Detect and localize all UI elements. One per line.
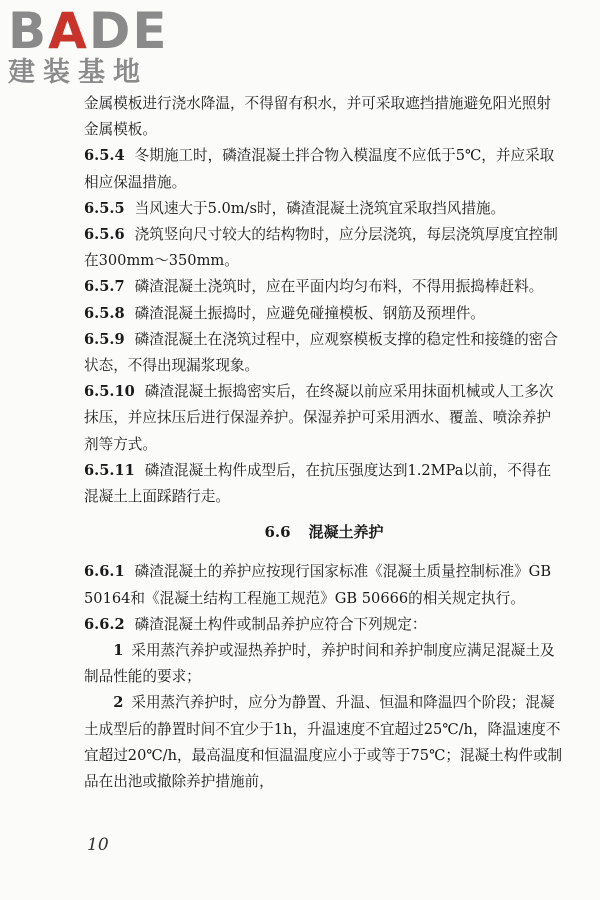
clause-text: 冬期施工时，磷渣混凝土拌合物入模温度不应低于5℃，并应采取相应保温措施。 [84, 147, 555, 191]
sub-item-text: 采用蒸汽养护时，应分为静置、升温、恒温和降温四个阶段；混凝土成型后的静置时间不宜少于1h，升温速度不宜超过25℃/h，降温速度不宜超过20℃/h，最高温度和恒温温度应小于或等于75℃；混凝土构件或制品在出池或撤除养护措施前， [84, 694, 563, 791]
sub-item-1 [84, 638, 564, 690]
logo-mark-suffix: DE [88, 2, 169, 60]
clause-number: 6.5.7 [84, 278, 125, 296]
clause-text: 磷渣混凝土在浇筑过程中，应观察模板支撑的稳定性和接缝的密合状态，不得出现漏浆现象。 [84, 330, 558, 375]
clause-6-5-10 [84, 379, 564, 458]
sub-item-number: 2 [113, 694, 124, 712]
clause-6-5-6 [84, 222, 564, 274]
clause-text: 磷渣混凝土构件或制品养护应符合下列规定： [134, 615, 427, 633]
clause-6-6-1 [84, 559, 564, 611]
clause-number: 6.5.4 [84, 147, 125, 165]
section-title: 混凝土养护 [308, 523, 384, 542]
clause-text: 磷渣混凝土振捣密实后，在终凝以前应采用抹面机械或人工多次抹压，并应抹压后进行保湿养护。保湿养护可采用洒水、覆盖、喷涂养护剂等方式。 [84, 383, 554, 453]
clause-text: 当风速大于5.0m/s时，磷渣混凝土浇筑宜采取挡风措施。 [134, 199, 506, 217]
sub-item-text: 采用蒸汽养护或湿热养护时，养护时间和养护制度应满足混凝土及制品性能的要求； [84, 642, 555, 686]
clause-number: 6.5.5 [84, 199, 125, 217]
section-number: 6.6 [264, 523, 291, 542]
clause-text: 磷渣混凝土振捣时，应避免碰撞模板、钢筋及预埋件。 [134, 304, 485, 322]
clause-text: 浇筑竖向尺寸较大的结构物时，应分层浇筑，每层浇筑厚度宜控制在300mm～350mm。 [84, 226, 558, 270]
clause-6-5-8 [84, 301, 564, 327]
clause-continued [84, 91, 564, 143]
clause-number: 6.5.11 [84, 461, 135, 479]
clause-number: 6.5.9 [84, 330, 125, 348]
clause-number: 6.6.2 [84, 615, 125, 633]
logo-mark-prefix: B [8, 2, 49, 60]
clause-6-5-4 [84, 143, 564, 195]
clause-6-5-9 [84, 327, 564, 379]
sub-item-2 [84, 690, 564, 795]
clause-text: 磷渣混凝土构件成型后，在抗压强度达到1.2MPa以前，不得在混凝土上面踩踏行走。 [84, 461, 552, 506]
logo-subtitle: 建装基地 [8, 57, 148, 88]
clause-6-6-2 [84, 612, 564, 638]
bade-logo [8, 4, 188, 88]
sub-item-number: 1 [113, 642, 124, 660]
clause-text: 金属模板进行浇水降温，不得留有积水，并可采取遮挡措施避免阳光照射金属模板。 [84, 95, 552, 139]
clause-6-5-11 [84, 458, 564, 510]
clause-number: 6.5.10 [84, 383, 135, 401]
clause-number: 6.5.6 [84, 226, 125, 244]
logo-mark-accent: A [48, 2, 89, 60]
clause-text: 磷渣混凝土浇筑时，应在平面内均匀布料，不得用振捣棒赶料。 [134, 278, 544, 296]
clause-number: 6.6.1 [84, 563, 125, 581]
clause-text: 磷渣混凝土的养护应按现行国家标准《混凝土质量控制标准》GB 50164和《混凝土结构工程施工规范》GB 50666的相关规定执行。 [84, 563, 552, 607]
document-body [84, 91, 564, 795]
page-number: 10 [87, 835, 109, 855]
logo-mark [8, 4, 188, 58]
clause-6-5-7 [84, 274, 564, 300]
clause-6-5-5 [84, 196, 564, 222]
section-heading [84, 519, 564, 545]
clause-number: 6.5.8 [84, 304, 125, 322]
